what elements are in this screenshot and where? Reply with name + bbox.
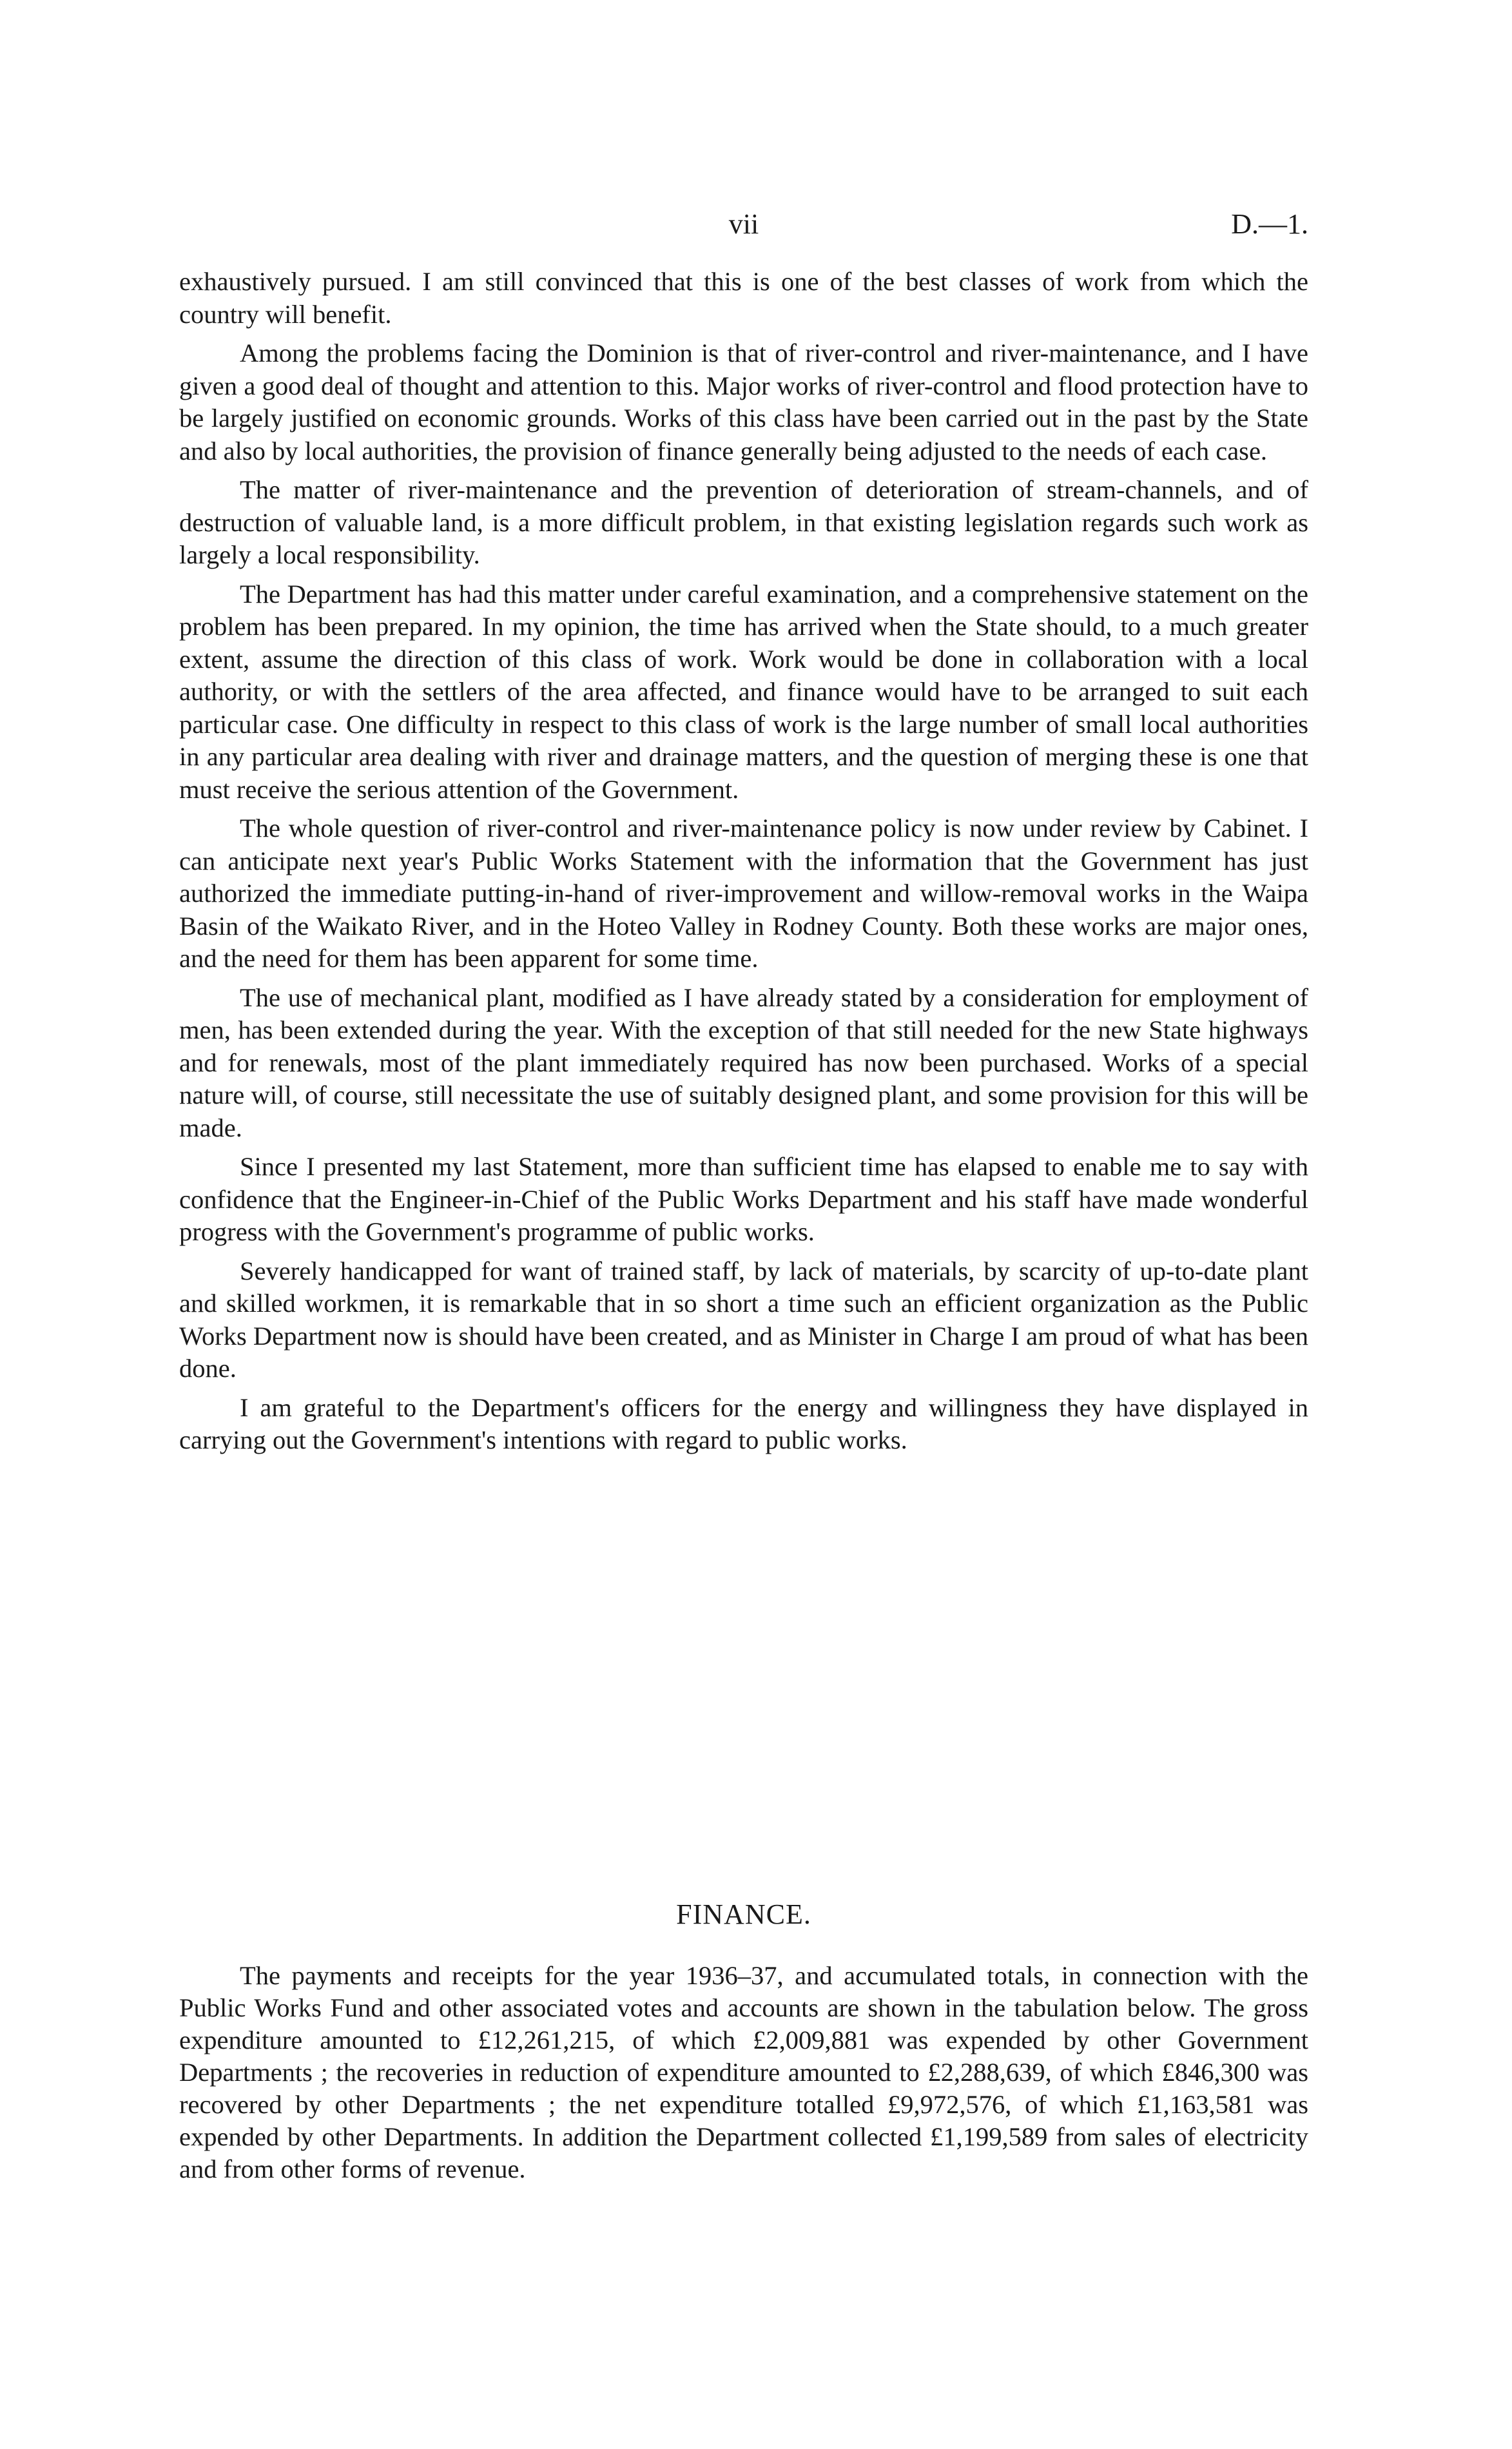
paragraph-department-examination: The Department has had this matter under careful examination, and a comprehensive statement on the problem has been prepared. In my opinion, the time has arrived when the State should, to a much greater extent, assume the direction of this class of work. Work would be done in collaboration with a local authority, or with the settlers of the area affected, and finance would have to be arranged to suit each particular case. One difficulty in respect to this class of work is the large number of small local authorities in any particular area dealing with river and drainage matters, and the question of merging these is one that must receive the serious attention of the Government.: [179, 579, 1308, 804]
paragraph-gratitude: I am grateful to the Department's officers for the energy and willingness they have displayed in carrying out the Government's intentions with regard to public works.: [179, 1392, 1308, 1454]
page-header: [179, 205, 1308, 244]
paragraph-organization: Severely handicapped for want of trained staff, by lack of materials, by scarcity of up-to-date plant and skilled workmen, it is remarkable that in so short a time such an efficient organization as the Public Works Department now is should have been created, and as Minister in Charge I am proud of what has been done.: [179, 1256, 1308, 1383]
finance-heading: FINANCE.: [676, 1898, 811, 1930]
statement-body: [179, 266, 1308, 1457]
paragraph-river-maintenance: The matter of river-maintenance and the prevention of deterioration of stream-channels, and of destruction of valuable land, is a more difficult problem, in that existing legislation regards such work as largely a local responsibility.: [179, 475, 1308, 569]
paragraph-continuation: exhaustively pursued. I am still convinced that this is one of the best classes of work from which the country will benefit.: [179, 267, 1308, 329]
paragraph-mechanical-plant: The use of mechanical plant, modified as I have already stated by a consideration for employment of men, has been extended during the year. With the exception of that still needed for the new State highways and for renewals, most of the plant immediately required has now been purchased. Works of a special nature will, of course, still necessitate the use of suitably designed plant, and some provision for this will be made.: [179, 982, 1308, 1142]
document-reference: D.—1.: [1231, 208, 1308, 240]
finance-paragraph: The payments and receipts for the year 1936–37, and accumulated totals, in connection with the Public Works Fund and other associated votes and accounts are shown in the tabulation below. The gross expenditure amounted to £12,261,215, of which £2,009,881 was expended by other Government Departments ; the recoveries in reduction of expenditure amounted to £2,288,639, of which £846,300 was recovered by other Departments ; the net expenditure totalled £9,972,576, of which £1,163,581 was expended by other Departments. In addition the Department collected £1,199,589 from sales of electricity and from other forms of revenue.: [179, 1961, 1308, 2183]
finance-section: [179, 1895, 1308, 2185]
paragraph-river-control: Among the problems facing the Dominion is that of river-control and river-maintenance, and I have given a good deal of thought and attention to this. Major works of river-control and flood protection have to be largely justified on economic grounds. Works of this class have been carried out in the past by the State and also by local authorities, the provision of finance generally being adjusted to the needs of each case.: [179, 338, 1308, 465]
page-number: vii: [728, 208, 759, 240]
paragraph-cabinet-review: The whole question of river-control and river-maintenance policy is now under review by Cabinet. I can anticipate next year's Public Works Statement with the information that the Government has just authorized the immediate putting-in-hand of river-improvement and willow-removal works in the Waipa Basin of the Waikato River, and in the Hoteo Valley in Rodney County. Both these works are major ones, and the need for them has been apparent for some time.: [179, 814, 1308, 973]
paragraph-progress: Since I presented my last Statement, more than sufficient time has elapsed to enable me to say with confidence that the Engineer-in-Chief of the Public Works Department and his staff have made wonderful progress with the Government's programme of public works.: [179, 1152, 1308, 1246]
